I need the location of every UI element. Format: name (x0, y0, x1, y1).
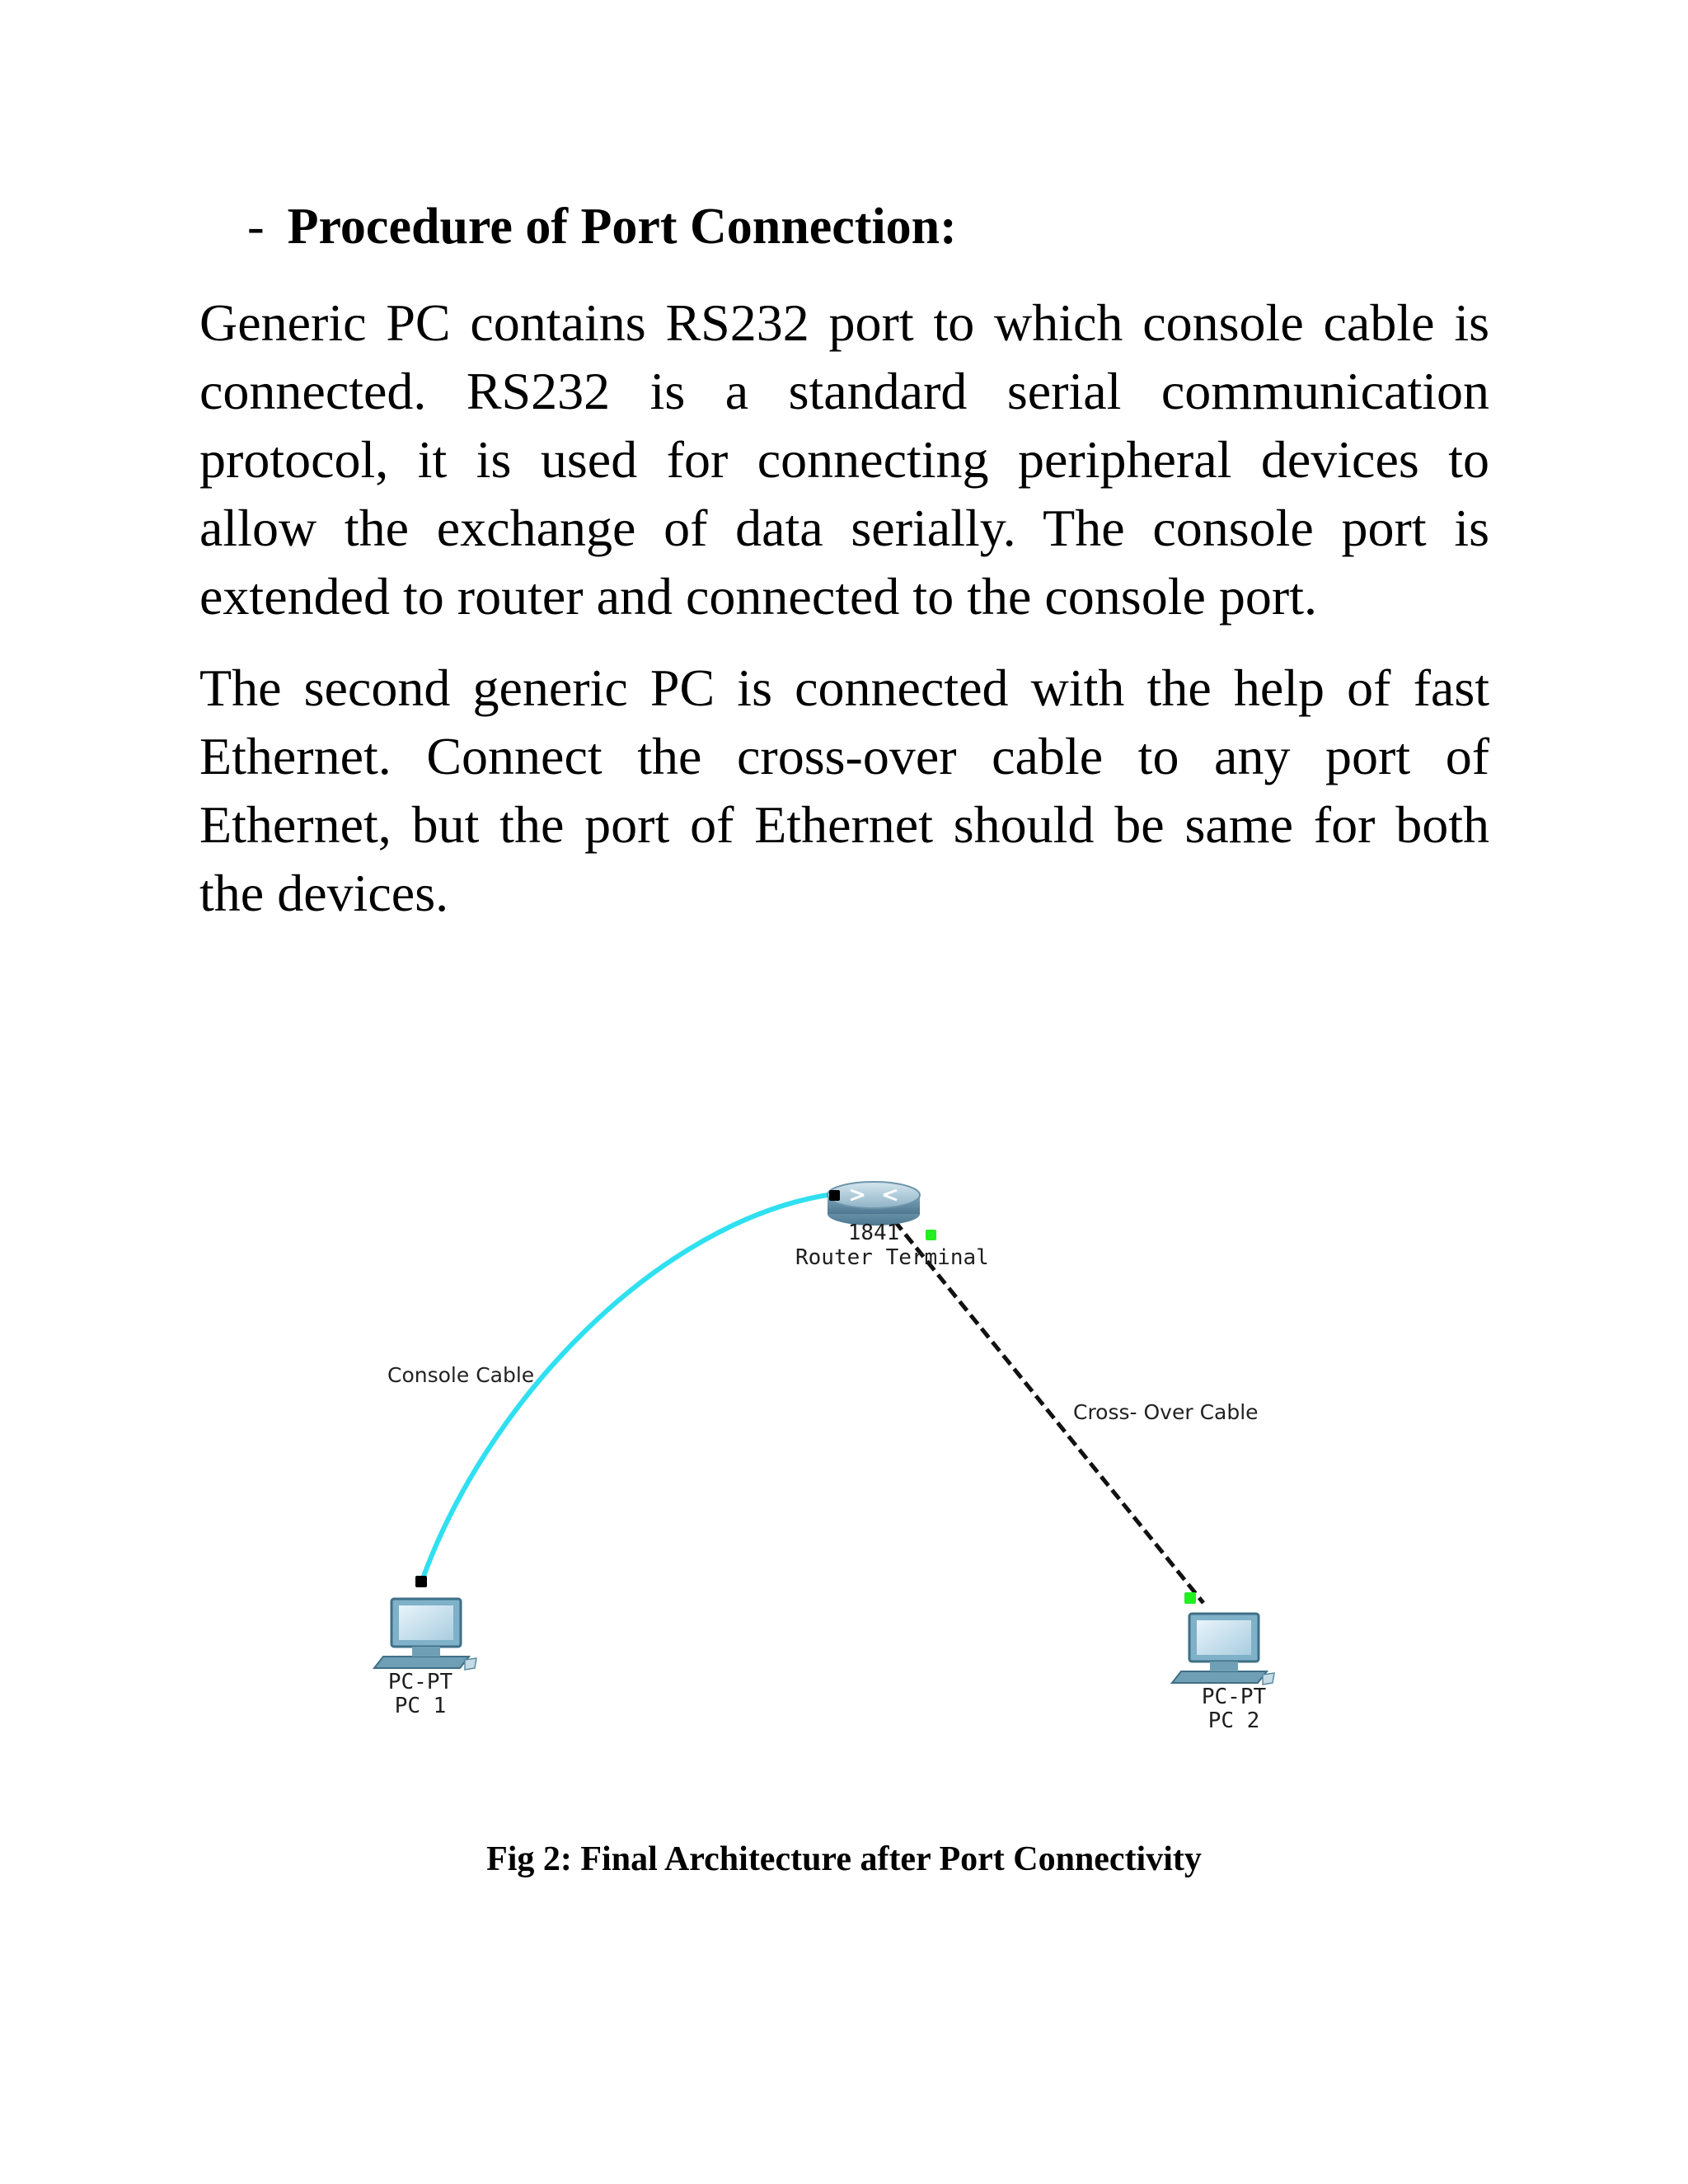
pc1-icon[interactable] (374, 1599, 476, 1670)
router-ethernet-port-indicator (926, 1230, 936, 1240)
paragraph-ethernet: The second generic PC is connected with the help of fast Ethernet. Connect the cross-over cable to any port of Ethernet, but the port of Ethernet should be same for both the devices. (199, 658, 1489, 922)
paragraph-rs232: Generic PC contains RS232 port to which console cable is connected. RS232 is a standard serial communication protocol, it is used for connecting peripheral devices to allow the exchange of data serially. The console port is extended to router and connected to the console port. (199, 293, 1489, 626)
network-diagram (346, 1129, 1335, 1755)
router-name-label: Router Terminal (795, 1245, 989, 1270)
console-cable-label: Console Cable (387, 1363, 535, 1387)
pc2-type-label: PC-PT (1201, 1685, 1267, 1709)
crossover-cable-label: Cross- Over Cable (1073, 1400, 1259, 1424)
router-model-label: 1841 (847, 1221, 900, 1245)
pc1-type-label: PC-PT (387, 1670, 453, 1694)
section-heading (247, 198, 957, 256)
pc1-name-label: PC 1 (394, 1694, 447, 1718)
pc2-name-label: PC 2 (1207, 1708, 1260, 1733)
figure-caption: Fig 2: Final Architecture after Port Connectivity (486, 1840, 1202, 1878)
router-icon[interactable] (828, 1182, 920, 1226)
pc2-port-indicator (1184, 1592, 1196, 1604)
router-console-port-indicator (829, 1190, 840, 1201)
heading-bullet: - (247, 199, 265, 255)
pc1-port-indicator (415, 1576, 427, 1587)
heading-title: Procedure of Port Connection: (287, 199, 957, 255)
pc2-icon[interactable] (1172, 1614, 1274, 1685)
console-cable-link (422, 1194, 832, 1581)
